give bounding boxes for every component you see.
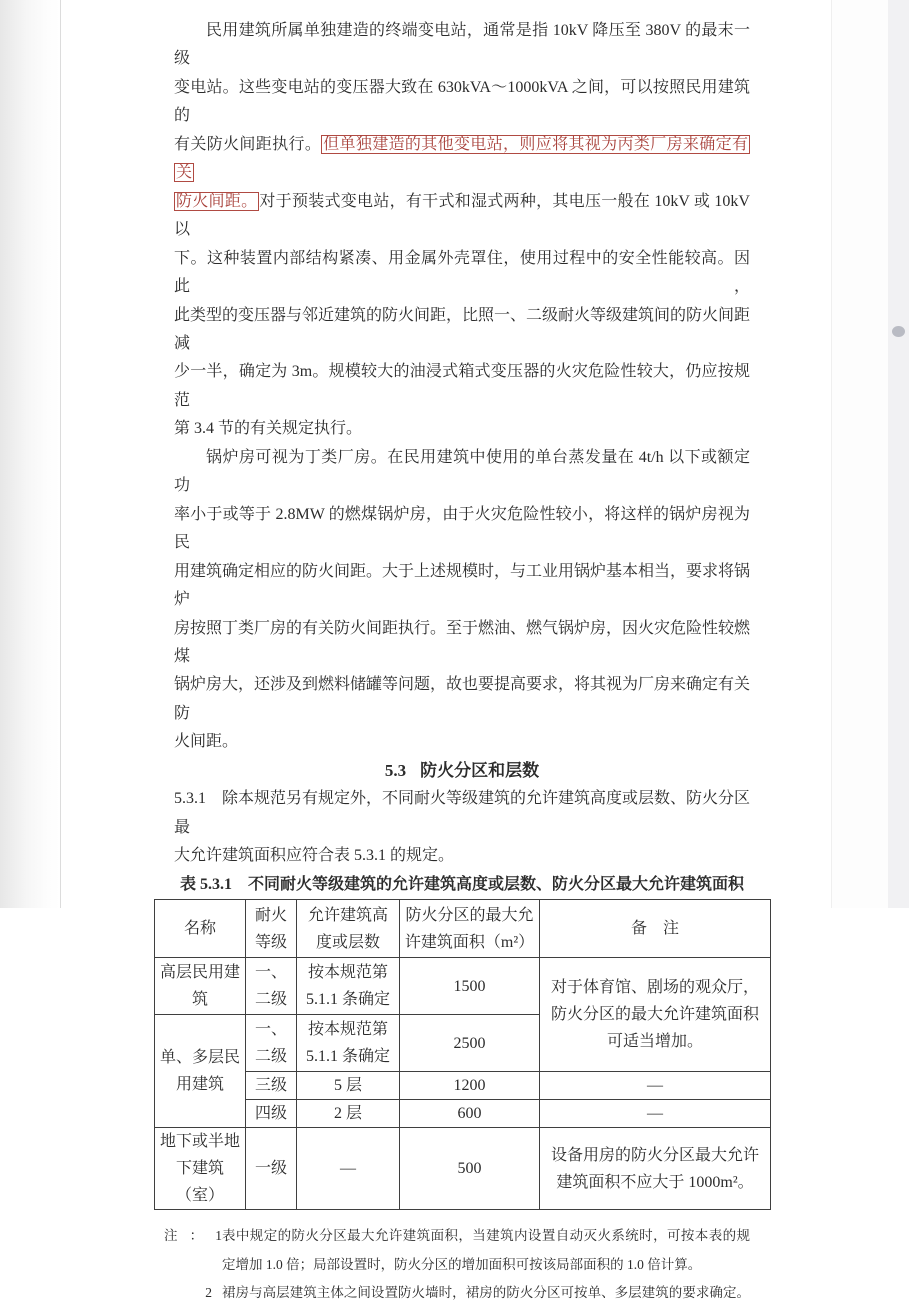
text-segment: 少一半，确定为 3m。规模较大的油浸式箱式变压器的火灾危险性较大，仍应按规范 <box>174 363 750 409</box>
note-1 <box>164 1222 750 1279</box>
text-line <box>174 131 750 188</box>
page-left-gradient <box>0 0 61 908</box>
cell-name: 高层民用建筑 <box>155 958 246 1015</box>
cell-area: 1200 <box>400 1072 540 1100</box>
cell-area: 1500 <box>400 958 540 1015</box>
section-number: 5.3 <box>384 760 407 780</box>
text-line <box>174 728 750 756</box>
header-max-compartment-area: 防火分区的最大允许建筑面积（m²） <box>400 900 540 958</box>
note-2-text <box>222 1279 750 1307</box>
header-remark: 备 注 <box>540 900 771 958</box>
cell-name: 单、多层民用建筑 <box>155 1015 246 1128</box>
table-row <box>155 1128 771 1210</box>
text-line <box>174 302 750 359</box>
text-segment: 裙房与高层建筑主体之间设置防火墙时，裙房的防火分区可按单、多层建筑的要求确定。 <box>222 1284 750 1300</box>
text-line <box>174 444 750 501</box>
page-right-edge <box>831 0 889 908</box>
text-line <box>222 1279 750 1307</box>
document-page <box>159 0 759 1307</box>
text-line <box>174 74 750 131</box>
text-segment: 大允许建筑面积应符合表 5.3.1 的规定。 <box>174 847 455 865</box>
text-segment: 锅炉房大，还涉及到燃料储罐等问题，故也要提高要求，将其视为厂房来确定有关防 <box>174 676 751 722</box>
section-title: 防火分区和层数 <box>420 760 540 780</box>
cell-height: 2 层 <box>297 1100 400 1128</box>
cell-name: 地下或半地下建筑（室） <box>155 1128 246 1210</box>
text-line <box>174 17 750 74</box>
cell-grade: 三级 <box>246 1072 297 1100</box>
text-line <box>174 558 750 615</box>
header-fire-resistance-grade: 耐火等级 <box>246 900 297 958</box>
table-row <box>155 1072 771 1100</box>
table-row <box>155 958 771 1015</box>
text-line <box>174 245 750 302</box>
text-segment: 下。这种装置内部结构紧凑、用金属外壳罩住，使用过程中的安全性能较高。因此， <box>174 249 750 296</box>
note-2-label: 2 <box>205 1284 212 1300</box>
text-segment: 对于预装式变电站，有干式和湿式两种，其电压一般在 10kV 或 10kV 以 <box>174 192 750 239</box>
text-segment: 变电站。这些变电站的变压器大致在 630kVA～1000kVA 之间，可以按照民用建筑的 <box>174 78 750 125</box>
header-name: 名称 <box>155 900 246 958</box>
text-line <box>174 785 750 842</box>
header-allowed-height: 允许建筑高度或层数 <box>297 900 400 958</box>
cell-remark: — <box>540 1072 771 1100</box>
text-segment: 定增加 1.0 倍；局部设置时，防火分区的增加面积可按该局部面积的 1.0 倍计算。 <box>222 1256 702 1272</box>
table-header-row <box>155 900 771 958</box>
text-segment: 有关防火间距执行。 <box>174 135 322 153</box>
text-line <box>174 671 750 728</box>
text-segment: 表中规定的防火分区最大允许建筑面积，当建筑内设置自动灭火系统时，可按本表的规 <box>222 1228 750 1244</box>
cell-height: 按本规范第 5.1.1 条确定 <box>297 958 400 1015</box>
text-line <box>174 842 750 870</box>
red-highlight-text: 但单独建造的其他变电站，则应将其视为丙类厂房来确定有关 <box>176 135 748 182</box>
cell-height: — <box>297 1128 400 1210</box>
body-paragraph-substation <box>174 17 750 444</box>
cell-area: 2500 <box>400 1015 540 1072</box>
cell-remark-merged: 对于体育馆、剧场的观众厅，防火分区的最大允许建筑面积可适当增加。 <box>540 958 771 1072</box>
text-segment: 火间距。 <box>174 733 239 751</box>
text-line <box>174 358 750 415</box>
text-line <box>222 1222 750 1250</box>
cell-remark: — <box>540 1100 771 1128</box>
table-notes <box>164 1222 750 1307</box>
note-1-text <box>222 1222 750 1279</box>
clause-5-3-1 <box>174 785 750 870</box>
text-segment: 民用建筑所属单独建造的终端变电站，通常是指 10kV 降压至 380V 的最末一级 <box>174 22 750 68</box>
text-line <box>222 1251 750 1279</box>
cell-height: 5 层 <box>297 1072 400 1100</box>
text-line <box>174 501 750 558</box>
scrollbar-thumb[interactable] <box>892 326 905 337</box>
text-segment: 房按照丁类厂房的有关防火间距执行。至于燃油、燃气锅炉房，因火灾危险性较燃煤 <box>174 619 751 665</box>
text-segment: 率小于或等于 2.8MW 的燃煤锅炉房，由于火灾危险性较小，将这样的锅炉房视为民 <box>174 505 750 552</box>
red-highlight-text: 防火间距。 <box>176 192 258 210</box>
text-line <box>174 188 750 245</box>
cell-area: 500 <box>400 1128 540 1210</box>
cell-remark: 设备用房的防火分区最大允许建筑面积不应大于 1000m²。 <box>540 1128 771 1210</box>
cell-height: 按本规范第 5.1.1 条确定 <box>297 1015 400 1072</box>
table-caption: 表 5.3.1 不同耐火等级建筑的允许建筑高度或层数、防火分区最大允许建筑面积 <box>179 875 744 893</box>
text-segment: 第 3.4 节的有关规定执行。 <box>174 420 363 438</box>
text-segment: 用建筑确定相应的防火间距。大于上述规模时，与工业用锅炉基本相当，要求将锅炉 <box>174 562 751 609</box>
cell-grade: 一级 <box>246 1128 297 1210</box>
text-line <box>174 615 750 672</box>
text-line <box>174 415 750 443</box>
cell-grade: 一、二级 <box>246 958 297 1015</box>
cell-grade: 四级 <box>246 1100 297 1128</box>
text-segment: 锅炉房可视为丁类厂房。在民用建筑中使用的单台蒸发量在 4t/h 以下或额定功 <box>174 448 750 495</box>
section-heading <box>174 757 750 785</box>
body-paragraph-boiler-room <box>174 444 750 757</box>
note-2 <box>164 1279 750 1307</box>
text-segment: 5.3.1 除本规范另有规定外，不同耐火等级建筑的允许建筑高度或层数、防火分区最 <box>174 790 751 836</box>
table-row <box>155 1100 771 1128</box>
fire-compartment-table <box>154 899 771 1210</box>
cell-area: 600 <box>400 1100 540 1128</box>
scrollbar-track[interactable] <box>888 0 909 908</box>
text-segment: 此类型的变压器与邻近建筑的防火间距，比照一、二级耐火等级建筑间的防火间距减 <box>174 306 751 352</box>
note-1-label: 注：1 <box>164 1228 222 1244</box>
cell-grade: 一、二级 <box>246 1015 297 1072</box>
